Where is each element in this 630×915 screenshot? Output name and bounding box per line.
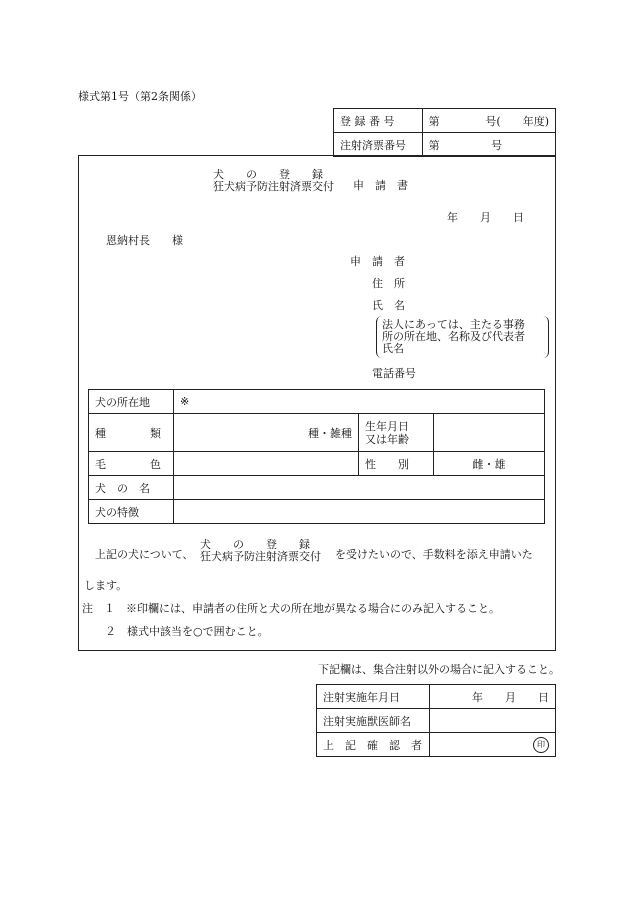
- corporate-note-line-2: 所の所在地、名称及び代表者: [382, 330, 525, 343]
- dog-location-mark: ※: [180, 395, 190, 408]
- bottom-instruction: 下記欄は、集合注射以外の場合に記入すること。: [318, 663, 560, 676]
- title-line-vaccination: 狂犬病予防注射済票交付: [213, 180, 334, 193]
- dog-birth-label-line-2: 又は年齢: [365, 432, 409, 446]
- statement-line-registration: 犬 の 登 録: [200, 538, 310, 551]
- corporate-note-line-3: 氏名: [382, 342, 404, 355]
- vaccination-date-value: 年 月 日: [472, 690, 549, 704]
- dog-location-label: 犬の所在地: [89, 390, 174, 414]
- dog-sex-label: 性 別: [359, 452, 434, 476]
- vaccination-tag-number-suffix: 号: [491, 138, 503, 152]
- vaccination-tag-number-prefix: 第: [428, 138, 440, 152]
- dog-breed-cell[interactable]: [174, 414, 359, 452]
- vaccination-tag-number-cell[interactable]: [422, 133, 555, 157]
- form-id: 様式第1号（第2条関係）: [78, 90, 202, 103]
- dog-sex-value: 雌・雄: [472, 457, 506, 471]
- corporate-note-line-1: 法人にあっては、主たる事務: [382, 318, 525, 331]
- vaccination-date-cell[interactable]: [430, 685, 556, 709]
- applicant-name-label: 氏 名: [372, 299, 405, 312]
- applicant-phone-label: 電話番号: [372, 367, 416, 380]
- statement-stack: [200, 539, 321, 563]
- dog-feature-cell[interactable]: [174, 500, 545, 524]
- statement-line-vaccination: 狂犬病予防注射済票交付: [200, 550, 321, 563]
- veterinarian-name-label: 注射実施獣医師名: [317, 709, 430, 733]
- statement-pre: 上記の犬について、: [95, 548, 194, 561]
- corporate-note: [382, 319, 525, 355]
- registration-number-prefix: 第: [428, 114, 440, 128]
- statement-post: を受けたいので、手数料を添え申請いた: [335, 548, 533, 561]
- addressee: 恩納村長 様: [106, 234, 183, 247]
- dog-birth-label: [359, 414, 434, 452]
- registration-number-suffix: 号( 年度): [485, 114, 549, 128]
- dog-name-label: 犬 の 名: [89, 476, 174, 500]
- registration-number-cell[interactable]: [422, 109, 555, 133]
- applicant-heading: 申 請 者: [350, 255, 405, 268]
- registration-number-label: 登 録 番 号: [334, 109, 423, 133]
- dog-info-table: [88, 389, 545, 524]
- vaccination-date-label: 注射実施年月日: [317, 685, 430, 709]
- vaccination-tag-number-label: 注射済票番号: [334, 133, 423, 157]
- note-2: ２ 様式中該当を○で囲むこと。: [105, 625, 269, 638]
- dog-color-cell[interactable]: [174, 452, 359, 476]
- dog-birth-cell[interactable]: [434, 414, 545, 452]
- dog-color-label: 毛 色: [89, 452, 174, 476]
- seal-stamp-icon: 印: [533, 737, 549, 753]
- dog-sex-cell[interactable]: [434, 452, 545, 476]
- applicant-address-label: 住 所: [372, 277, 405, 290]
- title-line-registration: 犬 の 登 録: [213, 168, 323, 181]
- confirmer-cell[interactable]: [430, 733, 556, 757]
- dog-breed-label: 種 類: [89, 414, 174, 452]
- application-date[interactable]: 年 月 日: [447, 211, 524, 224]
- dog-birth-label-line-1: 生年月日: [365, 419, 409, 433]
- dog-breed-value: 種・雑種: [308, 426, 352, 440]
- vaccination-record-table: [316, 684, 556, 757]
- statement-continuation: します。: [84, 579, 128, 592]
- dog-location-cell[interactable]: [174, 390, 545, 414]
- title-suffix: 申 請 書: [353, 179, 408, 192]
- dog-feature-label: 犬の特徴: [89, 500, 174, 524]
- title-stack: [213, 169, 334, 193]
- confirmer-label: 上 記 確 認 者: [317, 733, 430, 757]
- veterinarian-name-cell[interactable]: [430, 709, 556, 733]
- note-1: 注 １ ※印欄には、申請者の住所と犬の所在地が異なる場合にのみ記入すること。: [82, 602, 500, 615]
- dog-name-cell[interactable]: [174, 476, 545, 500]
- registration-number-table: [333, 108, 556, 157]
